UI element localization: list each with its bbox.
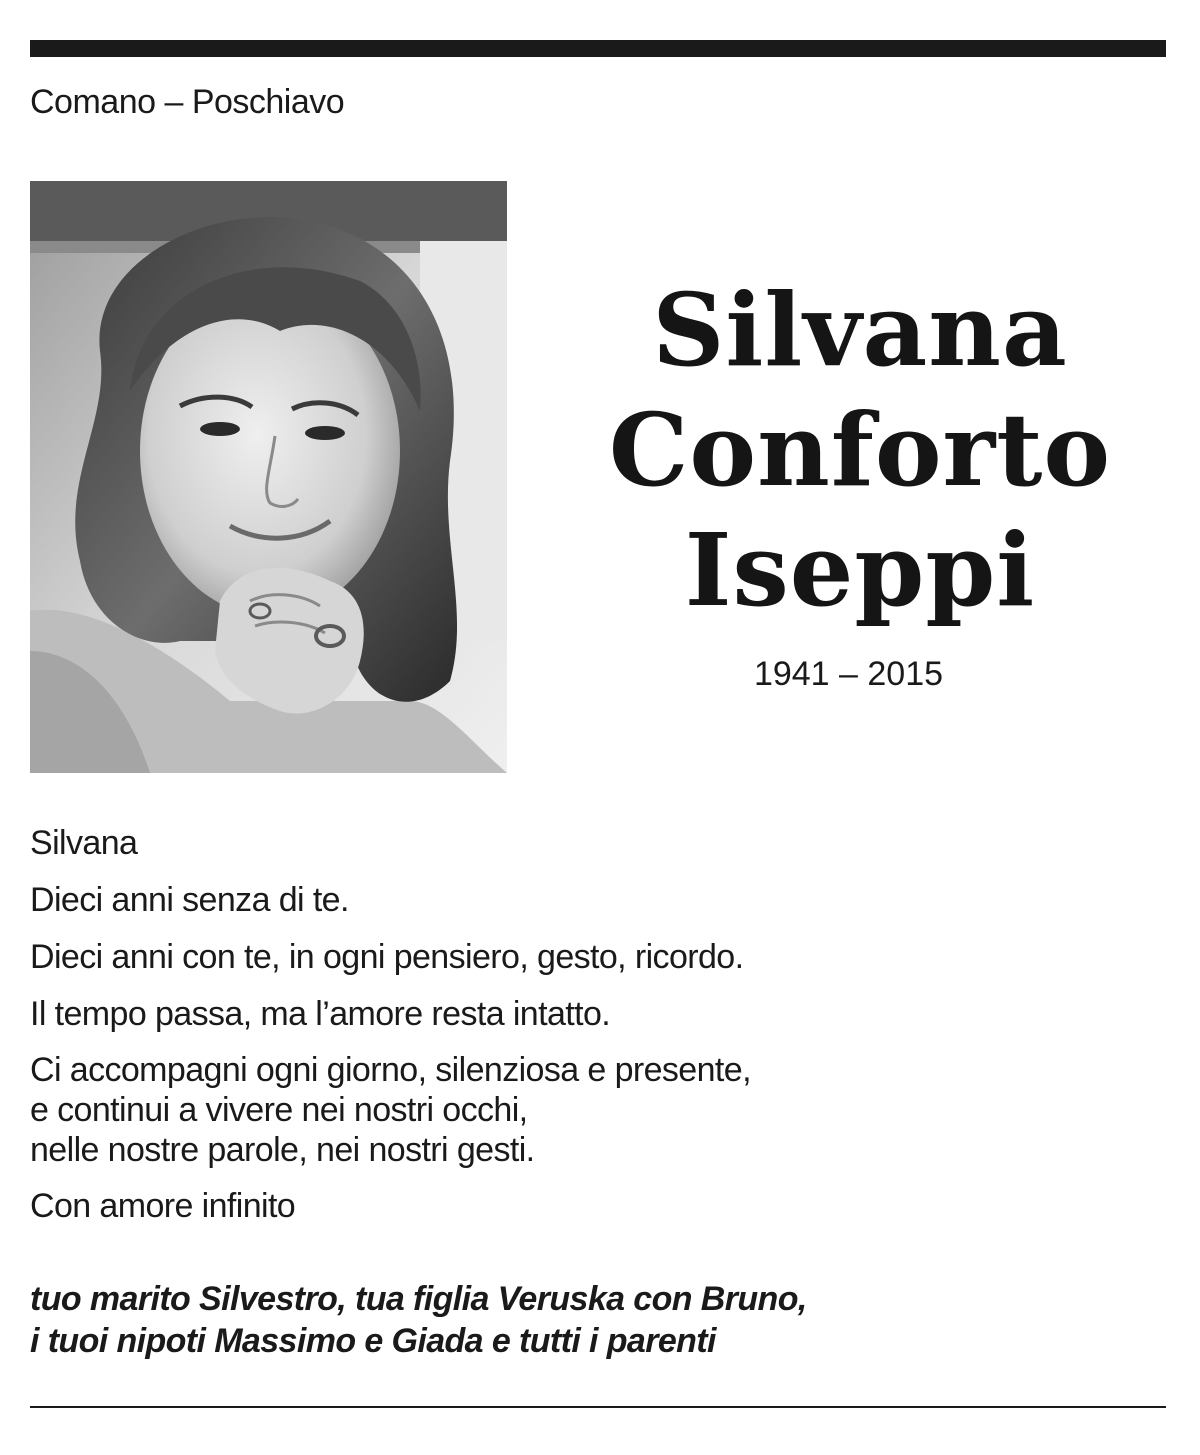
stanza-line-3: nelle nostre parole, nei nostri gesti.	[30, 1131, 535, 1169]
name-last: Iseppi	[684, 511, 1036, 629]
name-first: Silvana	[652, 271, 1068, 389]
signature-line-1: tuo marito Silvestro, tua figlia Veruska con Bruno,	[30, 1280, 807, 1318]
message-stanza	[30, 1050, 1160, 1170]
message-line-2: Dieci anni con te, in ogni pensiero, gesto, ricordo.	[30, 938, 744, 976]
name-middle: Conforto	[608, 391, 1112, 509]
life-dates-text: 1941 – 2015	[753, 655, 944, 693]
signature-line-2: i tuoi nipoti Massimo e Giada e tutti i parenti	[30, 1322, 716, 1360]
location-line: Comano – Poschiavo	[30, 83, 345, 121]
memorial-message	[30, 822, 1160, 1242]
message-line-3: Il tempo passa, ma l’amore resta intatto.	[30, 995, 611, 1033]
bottom-rule	[30, 1406, 1166, 1408]
portrait-photo	[30, 181, 507, 773]
message-salutation: Silvana	[30, 824, 138, 862]
family-signature	[30, 1278, 1160, 1362]
stanza-line-2: e continui a vivere nei nostri occhi,	[30, 1091, 528, 1129]
stanza-line-1: Ci accompagni ogni giorno, silenziosa e presente,	[30, 1051, 751, 1089]
deceased-name	[560, 270, 1160, 630]
message-closing: Con amore infinito	[30, 1187, 296, 1225]
portrait-illustration	[30, 181, 507, 773]
message-line-1: Dieci anni senza di te.	[30, 881, 349, 919]
life-dates	[560, 652, 1160, 696]
top-rule	[30, 40, 1166, 57]
